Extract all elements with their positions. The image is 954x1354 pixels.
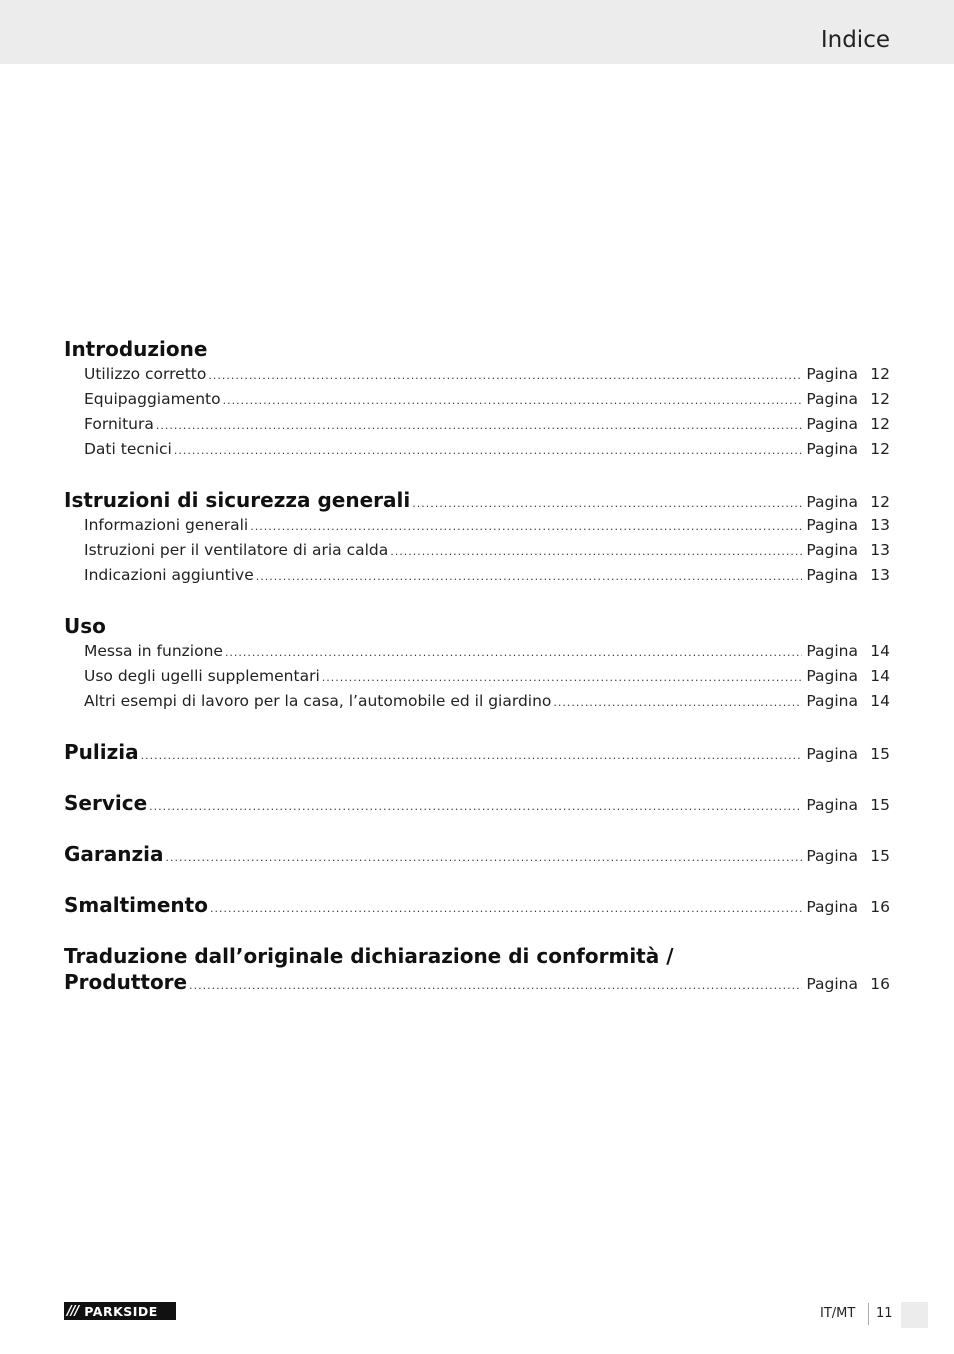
page-number: 12 xyxy=(870,493,890,511)
page-number: 12 xyxy=(870,390,890,408)
toc-section-smaltimento[interactable] xyxy=(64,892,890,918)
page-word: Pagina xyxy=(806,745,858,763)
dot-leader xyxy=(156,420,803,431)
toc-section-label: Service xyxy=(64,791,148,815)
toc-item-label: Fornitura xyxy=(84,415,154,433)
toc-section-sicurezza[interactable] xyxy=(64,487,890,513)
spacer xyxy=(64,816,890,841)
toc-section-pulizia[interactable] xyxy=(64,739,890,765)
page-word: Pagina xyxy=(806,667,858,685)
page-word: Pagina xyxy=(806,692,858,710)
toc-item[interactable] xyxy=(64,689,890,714)
page-word: Pagina xyxy=(806,566,858,584)
toc-item-label: Altri esempi di lavoro per la casa, l’automobile ed il giardino xyxy=(84,692,552,710)
dot-leader xyxy=(208,370,802,381)
toc-section-service[interactable] xyxy=(64,790,890,816)
page-word: Pagina xyxy=(806,440,858,458)
dot-leader xyxy=(390,546,802,557)
spacer xyxy=(64,867,890,892)
toc-section-traduzione[interactable] xyxy=(64,969,890,995)
page-number: 16 xyxy=(870,975,890,993)
page-number: 13 xyxy=(870,541,890,559)
logo-text: PARKSIDE xyxy=(84,1303,158,1319)
dot-leader xyxy=(256,571,803,582)
dot-leader xyxy=(149,801,802,812)
toc-item[interactable] xyxy=(64,437,890,462)
language-code: IT/MT xyxy=(820,1306,856,1321)
dot-leader xyxy=(223,395,803,406)
footer-divider xyxy=(868,1303,869,1325)
footer-tab-marker xyxy=(901,1302,928,1328)
toc-section-introduzione: Introduzione xyxy=(64,337,208,361)
spacer xyxy=(64,918,890,943)
page-number: 13 xyxy=(870,516,890,534)
dot-leader xyxy=(412,498,802,509)
toc-item-label: Indicazioni aggiuntive xyxy=(84,566,254,584)
page-word: Pagina xyxy=(806,516,858,534)
toc-item-label: Utilizzo corretto xyxy=(84,365,207,383)
toc-item[interactable] xyxy=(64,639,890,664)
page-number: 15 xyxy=(870,847,890,865)
dot-leader xyxy=(225,647,802,658)
page-number: 14 xyxy=(870,642,890,660)
page-word: Pagina xyxy=(806,493,858,511)
page-word: Pagina xyxy=(806,365,858,383)
toc-item[interactable] xyxy=(64,412,890,437)
page-number: 14 xyxy=(870,667,890,685)
toc-section-label: Produttore xyxy=(64,970,188,994)
toc-section-label: Smaltimento xyxy=(64,893,208,917)
dot-leader xyxy=(174,445,803,456)
page-number: 13 xyxy=(870,566,890,584)
parkside-logo xyxy=(64,1302,176,1320)
toc-item[interactable] xyxy=(64,538,890,563)
toc-item[interactable] xyxy=(64,387,890,412)
dot-leader xyxy=(166,852,803,863)
toc-item-label: Messa in funzione xyxy=(84,642,223,660)
spacer xyxy=(64,588,890,613)
toc-section-label: Istruzioni di sicurezza generali xyxy=(64,488,411,512)
spacer xyxy=(64,765,890,790)
dot-leader xyxy=(553,697,802,708)
spacer xyxy=(64,462,890,487)
toc-section-label: Pulizia xyxy=(64,740,139,764)
page-word: Pagina xyxy=(806,975,858,993)
toc-section-uso: Uso xyxy=(64,614,106,638)
toc-item[interactable] xyxy=(64,563,890,588)
dot-leader xyxy=(250,521,802,532)
dot-leader xyxy=(189,980,802,991)
page-word: Pagina xyxy=(806,642,858,660)
dot-leader xyxy=(322,672,803,683)
page-word: Pagina xyxy=(806,847,858,865)
toc-section-garanzia[interactable] xyxy=(64,841,890,867)
spacer xyxy=(64,714,890,739)
page-word: Pagina xyxy=(806,541,858,559)
toc-section-label: Garanzia xyxy=(64,842,164,866)
page-word: Pagina xyxy=(806,415,858,433)
page-number-footer: 11 xyxy=(876,1306,893,1321)
page-number: 12 xyxy=(870,365,890,383)
table-of-contents xyxy=(64,336,890,995)
page-number: 15 xyxy=(870,796,890,814)
toc-section-traduzione-line1: Traduzione dall’originale dichiarazione di conformità / xyxy=(64,944,674,968)
page-word: Pagina xyxy=(806,898,858,916)
logo-slashes: /// xyxy=(67,1303,79,1319)
toc-item[interactable] xyxy=(64,664,890,689)
toc-item-label: Uso degli ugelli supplementari xyxy=(84,667,320,685)
toc-item-label: Informazioni generali xyxy=(84,516,249,534)
page-number: 16 xyxy=(870,898,890,916)
header-band xyxy=(0,0,954,64)
page-word: Pagina xyxy=(806,796,858,814)
dot-leader xyxy=(210,903,802,914)
toc-item[interactable] xyxy=(64,513,890,538)
page-word: Pagina xyxy=(806,390,858,408)
toc-item-label: Dati tecnici xyxy=(84,440,172,458)
toc-item-label: Istruzioni per il ventilatore di aria calda xyxy=(84,541,389,559)
toc-item-label: Equipaggiamento xyxy=(84,390,221,408)
toc-item[interactable] xyxy=(64,362,890,387)
dot-leader xyxy=(141,750,803,761)
page-title: Indice xyxy=(820,27,890,53)
page-number: 12 xyxy=(870,440,890,458)
page-number: 15 xyxy=(870,745,890,763)
page-number: 12 xyxy=(870,415,890,433)
page-number: 14 xyxy=(870,692,890,710)
